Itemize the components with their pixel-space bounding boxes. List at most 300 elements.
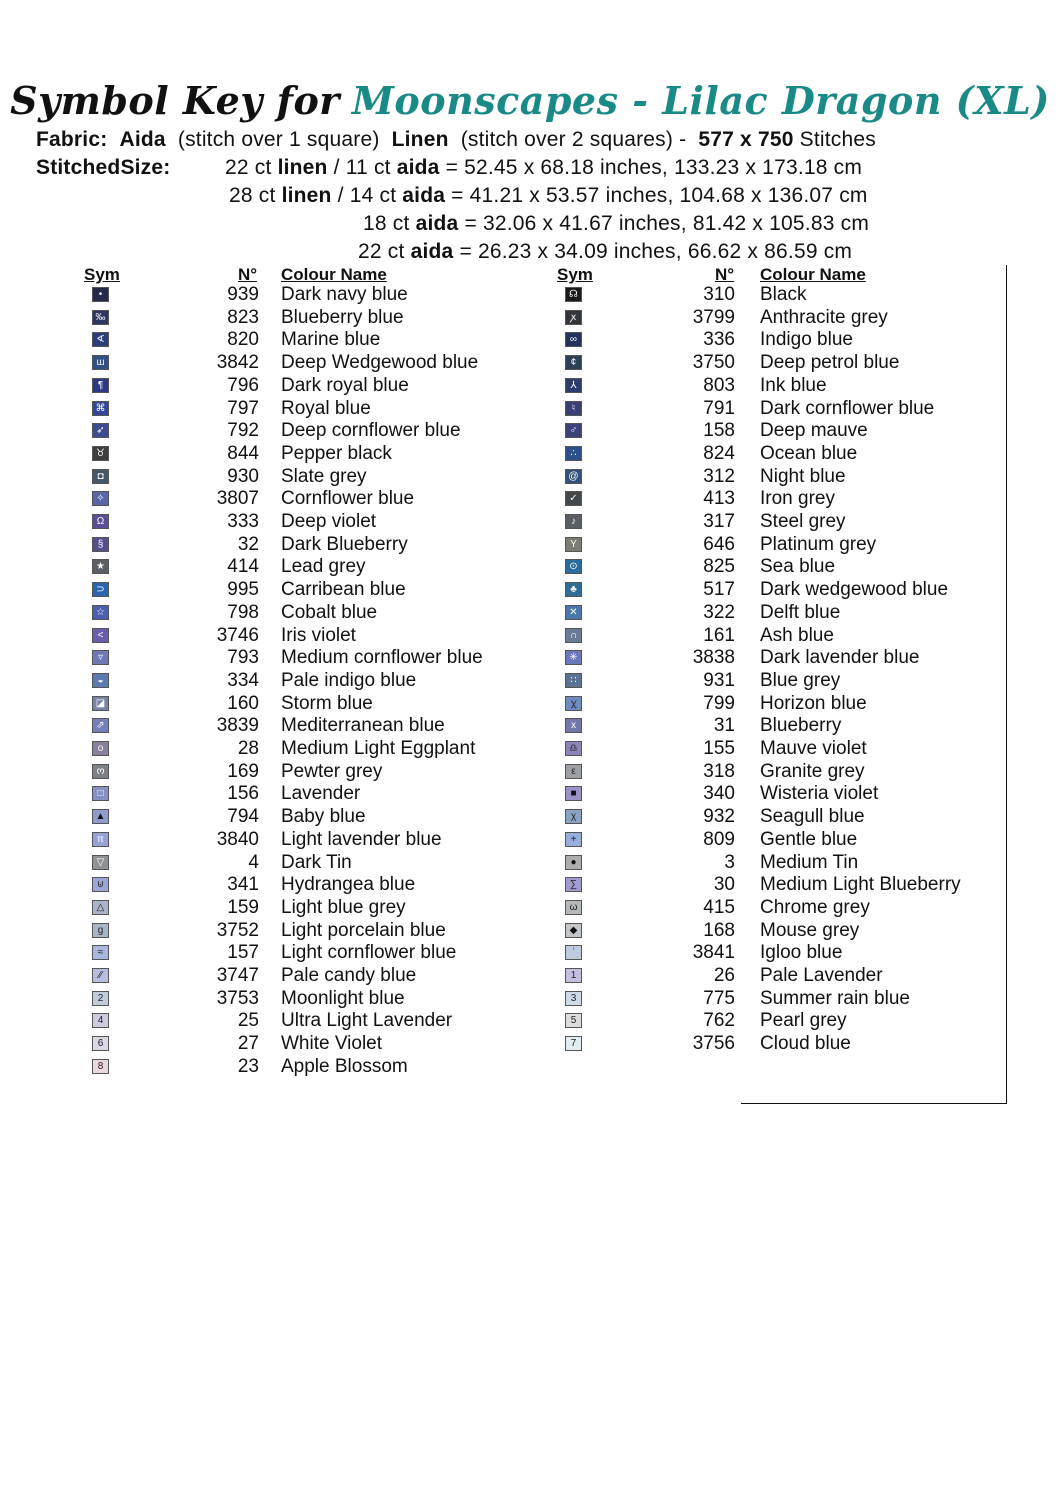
dmc-number: 155 (703, 738, 735, 759)
fabric-linen: Linen (391, 128, 449, 151)
colour-name: Light blue grey (281, 896, 406, 918)
key-row (557, 1010, 997, 1035)
key-row (557, 533, 997, 559)
key-row (84, 374, 524, 400)
symbol-swatch: + (565, 832, 582, 847)
dmc-number: 334 (227, 669, 259, 691)
key-row (557, 624, 997, 650)
dmc-number: 3746 (216, 624, 259, 646)
size-count: 28 ct (229, 184, 276, 207)
size-count: 18 ct (363, 212, 410, 235)
size-count: 22 ct (225, 156, 272, 179)
key-row (557, 647, 997, 672)
dmc-number: 798 (227, 601, 259, 623)
symbol-swatch: < (92, 628, 109, 643)
colour-name: Apple Blossom (281, 1055, 408, 1077)
dmc-number: 3807 (216, 488, 259, 510)
dmc-number: 157 (227, 942, 259, 964)
key-row (557, 987, 997, 1013)
colour-name: Dark wedgewood blue (760, 579, 949, 601)
dmc-number: 3799 (692, 306, 735, 328)
symbol-swatch: ꭗ (565, 310, 582, 325)
colour-name: Deep petrol blue (760, 352, 900, 374)
dmc-number: 415 (703, 896, 735, 918)
key-row (557, 669, 997, 695)
dmc-number: 797 (227, 397, 259, 419)
symbol-swatch: ◆ (565, 923, 582, 938)
dmc-number: 23 (237, 1055, 259, 1077)
symbol-swatch: ✕ (565, 605, 582, 620)
colour-name: Summer rain blue (760, 987, 910, 1009)
key-row (84, 624, 524, 650)
colour-name: Deep mauve (760, 420, 868, 442)
key-row (557, 511, 997, 536)
symbol-swatch: ☆ (92, 605, 109, 620)
key-row (557, 352, 997, 377)
colour-name: Wisteria violet (760, 783, 879, 805)
colour-name: Slate grey (281, 465, 367, 487)
symbol-swatch: § (92, 537, 109, 552)
symbol-swatch: ⊃ (92, 582, 109, 597)
dmc-number: 3752 (216, 919, 259, 941)
colour-name: Dark Blueberry (281, 533, 408, 555)
dmc-number: 809 (703, 828, 735, 850)
size-fabric-2: aida (402, 184, 446, 207)
colour-name: Baby blue (281, 806, 366, 828)
pattern-name: Moonscapes - Lilac Dragon (XL) (351, 78, 1050, 123)
symbol-swatch: ■ (565, 786, 582, 801)
key-row (84, 488, 524, 513)
key-row (84, 1033, 524, 1058)
key-row (557, 465, 997, 491)
symbol-swatch: π (92, 832, 109, 847)
dmc-number: 27 (237, 1033, 259, 1055)
colour-name: Iron grey (760, 488, 835, 510)
key-row (84, 692, 524, 718)
fabric-linen-note: (stitch over 2 squares) - (460, 128, 687, 151)
dmc-number: 168 (703, 919, 735, 941)
colour-name: Moonlight blue (281, 987, 405, 1009)
symbol-swatch: ⊙ (565, 559, 582, 574)
dmc-number: 820 (227, 329, 259, 351)
symbol-swatch: x (565, 718, 582, 733)
symbol-swatch: ☊ (565, 287, 582, 302)
colour-name: Chrome grey (760, 896, 870, 918)
header-number: N° (715, 265, 735, 284)
colour-name: Blue grey (760, 669, 841, 691)
symbol-swatch: ✓ (565, 491, 582, 506)
colour-name: Medium Light Blueberry (760, 874, 961, 896)
colour-name: Storm blue (281, 692, 373, 714)
dmc-number: 317 (703, 511, 735, 532)
dmc-number: 414 (227, 556, 259, 578)
symbol-swatch: • (92, 287, 109, 302)
key-row (84, 965, 524, 990)
colour-name: Cobalt blue (281, 601, 378, 623)
dmc-number: 792 (227, 420, 259, 442)
dmc-number: 995 (227, 579, 259, 601)
colour-name: Cloud blue (760, 1033, 851, 1055)
dmc-number: 25 (237, 1010, 259, 1032)
header-number: N° (238, 265, 258, 284)
key-row (557, 692, 997, 718)
symbol-swatch: □ (92, 786, 109, 801)
dmc-number: 158 (703, 420, 735, 442)
colour-name: Carribean blue (281, 579, 406, 601)
colour-name: Marine blue (281, 329, 381, 351)
colour-name: Pale candy blue (281, 965, 417, 986)
key-row (557, 965, 997, 990)
colour-name: Seagull blue (760, 806, 865, 828)
colour-name: Dark navy blue (281, 284, 408, 305)
dmc-number: 762 (703, 1010, 735, 1032)
symbol-swatch: ✧ (92, 491, 109, 506)
key-row (557, 783, 997, 808)
key-row (557, 284, 997, 309)
stitch-word: Stitches (799, 128, 876, 151)
stitched-size-label-line (36, 155, 170, 181)
key-row (84, 760, 524, 786)
size-dimensions: = 41.21 x 53.57 inches, 104.68 x 136.07 cm (451, 184, 868, 207)
colour-name: Granite grey (760, 760, 865, 782)
size-dimensions: = 26.23 x 34.09 inches, 66.62 x 86.59 cm (459, 240, 853, 263)
key-row (84, 942, 524, 967)
dmc-number: 3841 (692, 942, 735, 964)
symbol-swatch: 5 (565, 1013, 582, 1028)
key-row (84, 806, 524, 831)
dmc-number: 312 (703, 465, 735, 487)
fabric-aida: Aida (119, 128, 166, 151)
symbol-swatch: ¶ (92, 378, 109, 393)
symbol-swatch: ➶ (92, 423, 109, 438)
dmc-number: 413 (703, 488, 735, 510)
dmc-number: 156 (227, 783, 259, 805)
symbol-swatch: ω (565, 900, 582, 915)
dmc-number: 169 (227, 760, 259, 782)
header-colour-name: Colour Name (760, 265, 866, 284)
dmc-number: 30 (713, 874, 735, 896)
key-row (557, 374, 997, 400)
colour-name: White Violet (281, 1033, 383, 1055)
symbol-swatch: ▽ (92, 855, 109, 870)
key-row (557, 579, 997, 604)
colour-name: Ocean blue (760, 442, 858, 464)
dmc-number: 310 (703, 284, 735, 305)
dmc-number: 26 (713, 965, 735, 986)
symbol-swatch: 4 (92, 1013, 109, 1028)
symbol-swatch: ✳ (565, 650, 582, 665)
dmc-number: 517 (703, 579, 735, 601)
dmc-number: 333 (227, 511, 259, 532)
key-row (84, 987, 524, 1013)
symbol-swatch: ∩ (565, 628, 582, 643)
header-colour-name: Colour Name (281, 265, 387, 284)
symbol-swatch: ♣ (565, 582, 582, 597)
symbol-swatch: 3 (565, 991, 582, 1006)
key-row (84, 828, 524, 854)
symbol-swatch: Ω (92, 514, 109, 529)
colour-name: Ash blue (760, 624, 834, 646)
dmc-number: 31 (713, 715, 735, 737)
key-row (84, 715, 524, 740)
colour-name: Mouse grey (760, 919, 860, 941)
dmc-number: 3840 (216, 828, 259, 850)
symbol-swatch: ꭓ (565, 696, 582, 711)
colour-name: Medium Tin (760, 851, 859, 873)
dmc-number: 3747 (216, 965, 259, 986)
symbol-swatch: ш (92, 355, 109, 370)
dmc-number: 793 (227, 647, 259, 669)
size-fabric: linen (281, 184, 332, 207)
size-dimensions: = 52.45 x 68.18 inches, 133.23 x 173.18 cm (445, 156, 863, 179)
dmc-number: 3756 (692, 1033, 735, 1055)
dmc-number: 939 (227, 284, 259, 305)
size-fabric: aida (415, 212, 459, 235)
symbol-swatch: ◪ (92, 696, 109, 711)
colour-name: Dark cornflower blue (760, 397, 935, 419)
key-row (84, 896, 524, 922)
symbol-swatch: ⇗ (92, 718, 109, 733)
colour-name: Dark royal blue (281, 374, 409, 396)
dmc-number: 160 (227, 692, 259, 714)
dmc-number: 3842 (216, 352, 259, 374)
symbol-swatch: ◒ (92, 673, 109, 688)
key-row (84, 601, 524, 627)
colour-name: Hydrangea blue (281, 874, 416, 896)
size-dimensions: = 32.06 x 41.67 inches, 81.42 x 105.83 cm (464, 212, 870, 235)
colour-name: Platinum grey (760, 533, 877, 555)
header-sym: Sym (84, 265, 120, 284)
dmc-number: 161 (703, 624, 735, 646)
key-row (557, 329, 997, 354)
colour-name: Black (760, 284, 807, 305)
key-row (557, 760, 997, 786)
colour-name: Light cornflower blue (281, 942, 457, 964)
symbol-swatch: o (92, 741, 109, 756)
key-row (84, 465, 524, 491)
colour-name: Dark lavender blue (760, 647, 920, 669)
symbol-swatch: ♂ (565, 423, 582, 438)
key-row (84, 669, 524, 695)
dmc-number: 803 (703, 374, 735, 396)
fabric-aida-note: (stitch over 1 square) (177, 128, 380, 151)
key-row (84, 738, 524, 763)
size-fabric: linen (277, 156, 328, 179)
key-row (84, 919, 524, 945)
dmc-number: 825 (703, 556, 735, 578)
colour-name: Medium cornflower blue (281, 647, 483, 669)
symbol-swatch: 6 (92, 1036, 109, 1051)
key-row (557, 828, 997, 854)
symbol-swatch: ◘ (92, 469, 109, 484)
frame-bottom-border (741, 1103, 1007, 1104)
symbol-swatch: ⅄ (565, 378, 582, 393)
symbol-swatch: g (92, 923, 109, 938)
key-row (557, 488, 997, 513)
colour-name: Deep Wedgewood blue (281, 352, 479, 374)
page-title (0, 78, 1060, 124)
key-row (84, 284, 524, 309)
key-row (557, 806, 997, 831)
colour-name: Ultra Light Lavender (281, 1010, 453, 1032)
colour-name: Mauve violet (760, 738, 867, 759)
symbol-swatch: ⁄⁄ (92, 968, 109, 983)
colour-name: Igloo blue (760, 942, 843, 964)
key-row (84, 556, 524, 581)
symbol-swatch: ∢ (92, 332, 109, 347)
symbol-swatch: ▲ (92, 809, 109, 824)
dmc-number: 794 (227, 806, 259, 828)
colour-name: Mediterranean blue (281, 715, 445, 737)
key-row (557, 556, 997, 581)
symbol-swatch: 1 (565, 968, 582, 983)
key-row (557, 896, 997, 922)
symbol-swatch: 7 (565, 1036, 582, 1051)
symbol-swatch: ♪ (565, 514, 582, 529)
symbol-swatch: ∷ (565, 673, 582, 688)
size-fabric-2: aida (396, 156, 440, 179)
dmc-number: 823 (227, 306, 259, 328)
size-line-3 (363, 211, 869, 237)
colour-name: Medium Light Eggplant (281, 738, 476, 759)
key-row (557, 851, 997, 877)
key-row (557, 306, 997, 332)
symbol-swatch: 2 (92, 991, 109, 1006)
symbol-swatch: ♮ (565, 401, 582, 416)
dmc-number: 3838 (692, 647, 735, 669)
dmc-number: 28 (237, 738, 259, 759)
key-row (557, 942, 997, 967)
key-row (557, 919, 997, 945)
symbol-swatch: 8 (92, 1059, 109, 1074)
symbol-swatch: ‰ (92, 310, 109, 325)
key-row (84, 533, 524, 559)
key-row (84, 851, 524, 877)
key-row (557, 397, 997, 423)
dmc-number: 791 (703, 397, 735, 419)
dmc-number: 775 (703, 987, 735, 1009)
colour-name: Pearl grey (760, 1010, 847, 1032)
colour-name: Delft blue (760, 601, 841, 623)
size-line-2 (229, 183, 868, 209)
colour-name: Anthracite grey (760, 306, 888, 328)
dmc-number: 159 (227, 896, 259, 918)
symbol-swatch: ε (565, 764, 582, 779)
dmc-number: 930 (227, 465, 259, 487)
fabric-label: Fabric: (36, 128, 108, 151)
size-count-2: / 11 ct (333, 156, 391, 179)
stitch-count: 577 x 750 (698, 128, 794, 151)
colour-name: Lavender (281, 783, 361, 805)
key-row (557, 738, 997, 763)
key-row (84, 306, 524, 332)
size-fabric: aida (410, 240, 454, 263)
key-row (84, 579, 524, 604)
colour-name: Light lavender blue (281, 828, 442, 850)
dmc-number: 318 (703, 760, 735, 782)
colour-name: Iris violet (281, 624, 356, 646)
symbol-swatch: χ (565, 809, 582, 824)
frame-right-border (1006, 265, 1007, 1104)
colour-name: Horizon blue (760, 692, 867, 714)
key-row (84, 874, 524, 899)
dmc-number: 322 (703, 601, 735, 623)
header-sym: Sym (557, 265, 593, 284)
symbol-swatch: ♎ (565, 741, 582, 756)
key-row (84, 1055, 524, 1081)
key-row (84, 1010, 524, 1035)
symbol-swatch: ¢ (565, 355, 582, 370)
symbol-swatch: ∞ (565, 332, 582, 347)
colour-name: Pale Lavender (760, 965, 883, 986)
colour-name: Steel grey (760, 511, 846, 532)
colour-name: Night blue (760, 465, 846, 487)
dmc-number: 32 (237, 533, 259, 555)
colour-name: Pepper black (281, 442, 392, 464)
dmc-number: 799 (703, 692, 735, 714)
title-prefix: Symbol Key for (10, 78, 340, 123)
size-count-2: / 14 ct (337, 184, 397, 207)
colour-name: Cornflower blue (281, 488, 415, 510)
key-row (557, 442, 997, 468)
dmc-number: 3 (724, 851, 735, 873)
size-line-1 (225, 155, 862, 181)
colour-name: Ink blue (760, 374, 827, 396)
dmc-number: 824 (703, 442, 735, 464)
dmc-number: 796 (227, 374, 259, 396)
symbol-swatch: ო (92, 764, 109, 779)
symbol-swatch: Y (565, 537, 582, 552)
colour-name: Lead grey (281, 556, 366, 578)
dmc-number: 932 (703, 806, 735, 828)
dmc-number: 646 (703, 533, 735, 555)
key-row (84, 397, 524, 423)
key-row (84, 783, 524, 808)
dmc-number: 931 (703, 669, 735, 691)
symbol-swatch: ʿ (565, 945, 582, 960)
key-row (84, 352, 524, 377)
symbol-swatch: ▿ (92, 650, 109, 665)
symbol-swatch: ≈ (92, 945, 109, 960)
key-row (557, 874, 997, 899)
key-row (557, 601, 997, 627)
colour-name: Deep cornflower blue (281, 420, 461, 442)
size-count: 22 ct (358, 240, 405, 263)
colour-name: Pale indigo blue (281, 669, 417, 691)
key-row (557, 420, 997, 445)
dmc-number: 3753 (216, 987, 259, 1009)
dmc-number: 4 (248, 851, 259, 873)
dmc-number: 844 (227, 442, 259, 464)
key-row (84, 442, 524, 468)
key-row (84, 511, 524, 536)
colour-name: Light porcelain blue (281, 919, 446, 941)
dmc-number: 336 (703, 329, 735, 351)
fabric-line (36, 127, 876, 153)
key-row (557, 715, 997, 740)
key-row (84, 647, 524, 672)
symbol-swatch: ⌘ (92, 401, 109, 416)
dmc-number: 340 (703, 783, 735, 805)
symbol-swatch: @ (565, 469, 582, 484)
symbol-swatch: ★ (92, 559, 109, 574)
symbol-swatch: ∴ (565, 446, 582, 461)
dmc-number: 3839 (216, 715, 259, 737)
size-line-4 (358, 239, 852, 265)
symbol-swatch: ♉ (92, 446, 109, 461)
stitched-size-label: StitchedSize: (36, 156, 171, 179)
key-row (557, 1033, 997, 1058)
